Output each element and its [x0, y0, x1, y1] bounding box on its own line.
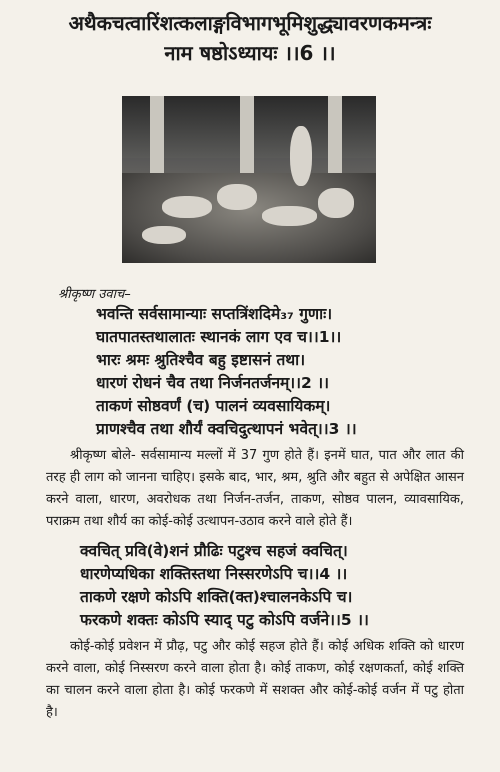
verse-line: ताकणं सोष्ठवर्णं (च) पालनं व्यवसायिकम्। — [96, 397, 331, 415]
verse-line: भारः श्रमः श्रुतिश्चैव बहु इष्टासनं तथा। — [96, 351, 306, 369]
verse-line: भवन्ति सर्वसामान्याः सप्तत्रिंशदिमे₃₇ गुणाः। — [96, 305, 333, 323]
photo-figure — [318, 188, 354, 218]
verse-line: घातपातस्तथालातः स्थानकं लाग एव च।।1।। — [96, 328, 342, 346]
prose-paragraph-2: कोई-कोई प्रवेशन में प्रौढ़, पटु और कोई सहज होते हैं। कोई अधिक शक्ति को धारण करने वाला, कोई निस्सरण करने वाला होता है। कोई ताकण, कोई रक्षणकर्ता, कोई शक्ति का चालन करने वाला होता है। कोई फरकणे में सशक्त और कोई-कोई वर्जन में पटु होता है। — [46, 639, 464, 720]
chapter-title — [0, 8, 500, 68]
prose-paragraph-1: श्रीकृष्ण बोले- सर्वसामान्य मल्लों में 37 गुण होते हैं। इनमें घात, पात और लात की तरह ही लाग को जानना चाहिए। इसके बाद, भार, श्रम, श्रुति और बहुत से अपेक्षित आसन करने वाला, धारण, अवरोधक तथा निर्जन-तर्जन, ताकण, सोष्ठव पालन, व्यावसायिक, पराक्रम तथा शौर्य का कोई-कोई उत्थापन-उठाव करने वाले होते हैं। — [46, 448, 464, 529]
verse-line: धारणेप्यधिका शक्तिस्तथा निस्सरणेऽपि च।।4 ।। — [80, 565, 348, 583]
photo-figure — [142, 226, 186, 244]
verse-line: प्राणश्चैव तथा शौर्यं क्वचिदुत्थापनं भवेत्।।3 ।। — [96, 420, 357, 438]
verse-line: फरकणे शक्तः कोऽपि स्याद् पटु कोऽपि वर्जने।।5 ।। — [80, 611, 369, 629]
chapter-title-line2: नाम षष्ठोऽध्यायः ।।6 ।। — [164, 41, 336, 65]
photo-figure — [262, 206, 317, 226]
verse-line: धारणं रोधनं चैव तथा निर्जनतर्जनम्।।2 ।। — [96, 374, 329, 392]
verse-line: क्वचित् प्रवि(वे)शनं प्रौढिः पटुश्च सहजं क्वचित्। — [80, 542, 348, 560]
wrestling-photo — [122, 96, 376, 263]
verse-line: ताकणे रक्षणे कोऽपि शक्ति(क्त)श्चालनकेऽपि च। — [80, 588, 353, 606]
photo-figure — [290, 126, 312, 186]
speaker-label: श्रीकृष्ण उवाच– — [58, 287, 131, 302]
chapter-title-line1: अथैकचत्वारिंशत्कलाङ्गविभागभूमिशुद्ध्यावरणकमन्त्रः — [68, 11, 432, 35]
photo-figure — [217, 184, 257, 210]
photo-figure — [162, 196, 212, 218]
